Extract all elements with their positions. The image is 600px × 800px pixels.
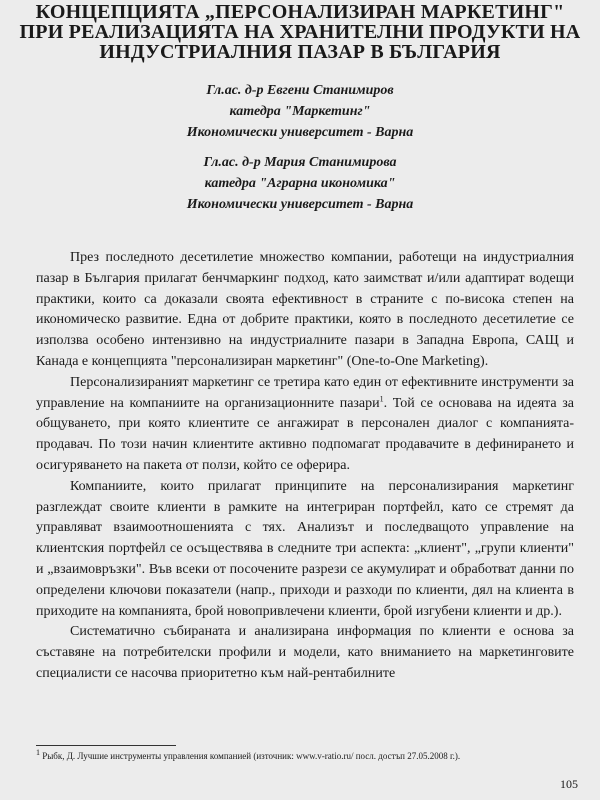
- footnote: [36, 750, 574, 762]
- title-line-2: ПРИ РЕАЛИЗАЦИЯТА НА ХРАНИТЕЛНИ ПРОДУКТИ НА: [19, 21, 581, 43]
- footnote-ref: 1: [379, 393, 384, 403]
- paragraph-3: [36, 477, 574, 623]
- author-institution: Икономически университет - Варна: [186, 197, 414, 212]
- paragraph-2: [36, 373, 574, 477]
- paragraph-text: Систематично събираната и анализирана информация по клиенти е основа за съставяне на потребителски профили и модели, като вниманието на маркетинговите специалисти се насочва приоритетно към най-рентабилните: [36, 624, 574, 681]
- author-block-1: [120, 80, 480, 143]
- paragraph-text: Компаниите, които прилагат принципите на персонализирания маркетинг разглеждат своите клиенти в рамките на интегриран портфейл, като се стремят да управляват взаимоотношенията с тях. Анализът и последващото управление на клиентския портфейл се осъществява в следните три аспекта: „клиент", „групи клиенти" и „взаимовръзки". Във всеки от посочените разрези се акумулират и обработват данни по определени ключови показатели (напр., приходи и разходи по клиенти, дял на клиента в приходите на компанията, брой новопривлечени клиенти, брой изгубени клиенти и др.).: [36, 478, 574, 619]
- paragraph-text: През последното десетилетие множество компании, работещи на индустриалния пазар в България прилагат бенчмаркинг подход, като заимстват и/или адаптират водещи практики, които са доказали своята ефективност в страните с по-висока степен на икономическо развитие. Една от добрите практики, която в последното десетилетие се използва особено интензивно на индустриалните пазари в Западна Европа, САЩ и Канада е концепцията "персонализиран маркетинг" (One-to-One Marketing).: [36, 250, 574, 369]
- author-name: Гл.ас. д-р Мария Станимирова: [203, 155, 397, 170]
- paragraph-text: Персонализираният маркетинг се третира като един от ефективните инструменти за управление на компаниите на организационните пазари: [36, 374, 574, 411]
- author-department: катедра "Маркетинг": [229, 104, 371, 119]
- body-text: [36, 248, 574, 685]
- paragraph-tail: . Той се основава на идеята за общуването, при която клиентите се ангажират в персонален диалог с компанията-продавач. По този начин клиентите активно подпомагат продавачите в дефинирането и осигуряването на пакета от ползи, който се оферира.: [36, 395, 575, 473]
- article-title: [10, 2, 590, 62]
- author-department: катедра "Аграрна икономика": [204, 176, 396, 191]
- footnote-divider: [36, 745, 176, 746]
- paragraph-4: [36, 622, 574, 684]
- footnote-marker: 1: [36, 748, 40, 757]
- author-block-2: [120, 152, 480, 215]
- author-name: Гл.ас. д-р Евгени Станимиров: [206, 83, 394, 98]
- page-number: 105: [560, 777, 578, 791]
- title-line-3: ИНДУСТРИАЛНИЯ ПАЗАР В БЪЛГАРИЯ: [99, 41, 501, 63]
- author-institution: Икономически университет - Варна: [186, 125, 414, 140]
- footnote-text: Рыбк, Д. Лучшие инструменты управления компанией (източник: www.v-ratio.ru/ посл. достъп 27.05.2008 г.).: [42, 751, 461, 761]
- paragraph-1: [36, 248, 574, 373]
- title-line-1: КОНЦЕПЦИЯТА „ПЕРСОНАЛИЗИРАН МАРКЕТИНГ": [35, 1, 565, 23]
